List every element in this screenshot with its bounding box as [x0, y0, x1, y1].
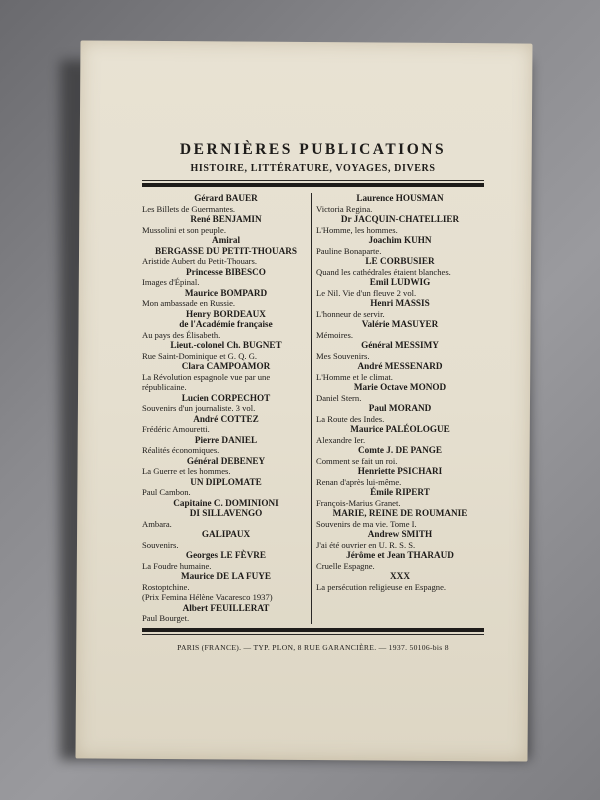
author-name: Comte J. DE PANGE — [357, 445, 443, 455]
author-name: Maurice PALÉOLOGUE — [350, 424, 450, 434]
book-entry — [316, 424, 484, 445]
author-name: Dr JACQUIN-CHATELLIER — [340, 214, 460, 224]
book-title: Paul Bourget. — [142, 613, 190, 624]
book-title: Quand les cathédrales étaient blanches. — [316, 266, 451, 277]
author-name: Marie Octave MONOD — [353, 382, 447, 392]
author-name: Clara CAMPOAMOR — [181, 361, 271, 372]
author-name: MARIE, REINE DE ROUMANIE — [332, 508, 468, 518]
book-entry — [316, 235, 484, 256]
book-entry — [316, 571, 484, 592]
author-name: Maurice DE LA FUYE — [180, 571, 272, 582]
book-entry — [142, 550, 310, 571]
book-entry — [316, 298, 484, 319]
left-column — [142, 193, 311, 624]
book-entry — [142, 340, 310, 361]
book-title: Le Nil. Vie d'un fleuve 2 vol. — [316, 287, 417, 298]
author-name: Maurice BOMPARD — [184, 287, 268, 298]
book-entry — [142, 214, 310, 235]
book-title: L'Homme et le climat. — [316, 371, 393, 382]
book-title: Pauline Bonaparte. — [316, 245, 382, 256]
author-name: Henri MASSIS — [370, 298, 430, 308]
book-title: Souvenirs. — [142, 539, 179, 550]
author-name: Général DEBENEY — [186, 455, 266, 466]
book-title: Réalités économiques. — [142, 445, 220, 456]
author-name: Albert FEUILLERAT — [182, 602, 270, 613]
book-entry — [316, 382, 484, 403]
author-name: André COTTEZ — [193, 413, 259, 424]
author-name: Joachim KUHN — [368, 235, 432, 245]
book-title: L'honneur de servir. — [316, 308, 385, 319]
book-title: François-Marius Granet. — [316, 497, 401, 508]
book-entry — [316, 403, 484, 424]
author-name: LE CORBUSIER — [365, 256, 435, 266]
book-title: Mon ambassade en Russie. — [142, 298, 236, 309]
book-entry — [142, 498, 310, 530]
book-entry — [316, 361, 484, 382]
book-title: L'Homme, les hommes. — [316, 224, 398, 235]
book-title: La Révolution espagnole vue par une républicaine. — [142, 371, 271, 393]
author-name: Gérard BAUER — [194, 193, 258, 203]
author-name: Amiral BERGASSE DU PETIT-THOUARS — [154, 235, 298, 256]
book-entry — [316, 214, 484, 235]
book-entry — [142, 529, 310, 550]
author-name: Henry BORDEAUX de l'Académie française — [179, 308, 273, 330]
book-title: Frédéric Amouretti. — [142, 424, 210, 435]
book-entry — [142, 435, 310, 456]
book-entry — [142, 393, 310, 414]
book-entry — [142, 267, 310, 288]
book-title: Paul Cambon. — [142, 487, 191, 498]
footer-rule-thin — [142, 634, 484, 635]
author-name: Henriette PSICHARI — [357, 466, 443, 476]
book-title: Aristide Aubert du Petit-Thouars. — [142, 256, 258, 267]
book-entry — [142, 193, 310, 214]
book-entry — [142, 288, 310, 309]
book-title: Mémoires. — [316, 329, 353, 340]
book-entry — [142, 603, 310, 624]
book-entry — [142, 235, 310, 267]
author-name: Emil LUDWIG — [369, 277, 431, 287]
book-title: La persécution religieuse en Espagne. — [316, 581, 447, 592]
header-rule-thick — [142, 183, 484, 187]
book-entry — [316, 340, 484, 361]
book-title: Comment se fait un roi. — [316, 455, 398, 466]
author-name: André MESSENARD — [357, 361, 443, 371]
book-title: Mussolini et son peuple. — [142, 224, 227, 235]
author-name: Lucien CORPECHOT — [181, 392, 271, 403]
book-title: Victoria Regina. — [316, 203, 373, 214]
author-name: Princesse BIBESCO — [186, 266, 266, 277]
book-entry — [142, 414, 310, 435]
author-name: Général MESSIMY — [361, 340, 439, 350]
book-entry — [142, 456, 310, 477]
book-title: Rostoptchine. (Prix Femina Hélène Vacaresco 1937) — [142, 581, 273, 603]
page-title: DERNIÈRES PUBLICATIONS — [179, 141, 447, 158]
book-title: Au pays des Élisabeth. — [142, 329, 221, 340]
book-entry — [142, 361, 310, 392]
book-title: Renan d'après lui-même. — [316, 476, 402, 487]
author-name: Capitaine C. DOMINIONI DI SILLAVENGO — [173, 497, 279, 519]
book-entry — [142, 477, 310, 498]
book-entry — [316, 550, 484, 571]
book-title: Images d'Épinal. — [142, 277, 200, 288]
header-rule-thin — [142, 180, 484, 181]
author-name: Georges LE FÈVRE — [185, 550, 267, 561]
book-title: J'ai été ouvrier en U. R. S. S. — [316, 539, 416, 550]
book-title: Cruelle Espagne. — [316, 560, 375, 571]
book-title: Les Billets de Guermantes. — [142, 203, 236, 214]
printer-imprint: PARIS (FRANCE). — TYP. PLON, 8 RUE GARANCIÈRE. — 1937. 50106-bis 8 — [177, 642, 449, 652]
book-title: Souvenirs de ma vie. Tome I. — [316, 518, 417, 529]
book-title: Alexandre Ier. — [316, 434, 366, 445]
book-title: La Guerre et les hommes. — [142, 466, 231, 477]
right-column — [311, 193, 484, 624]
author-name: Paul MORAND — [368, 403, 432, 413]
book-entry — [316, 193, 484, 214]
book-entry — [316, 445, 484, 466]
book-entry — [316, 466, 484, 487]
footer-rule-thick — [142, 628, 484, 632]
author-name: René BENJAMIN — [190, 214, 262, 224]
author-name: GALIPAUX — [201, 529, 251, 540]
two-columns — [142, 193, 484, 624]
book-entry — [316, 487, 484, 508]
page-subtitle: HISTOIRE, LITTÉRATURE, VOYAGES, DIVERS — [190, 163, 436, 174]
book-entry — [316, 319, 484, 340]
book-entry — [316, 508, 484, 529]
book-title: La Foudre humaine. — [142, 560, 212, 571]
book-title: La Route des Indes. — [316, 413, 385, 424]
book-title: Ambara. — [142, 518, 172, 529]
author-name: Lieut.-colonel Ch. BUGNET — [170, 340, 282, 351]
book-entry — [142, 571, 310, 602]
book-entry — [316, 529, 484, 550]
book-entry — [316, 256, 484, 277]
book-title: Souvenirs d'un journaliste. 3 vol. — [142, 403, 256, 414]
book-title: Rue Saint-Dominique et G. Q. G. — [142, 350, 258, 361]
author-name: Laurence HOUSMAN — [356, 193, 444, 203]
author-name: Pierre DANIEL — [194, 434, 258, 445]
book-entry — [142, 309, 310, 341]
author-name: Valérie MASUYER — [361, 319, 439, 329]
author-name: Émile RIPERT — [370, 487, 430, 497]
author-name: Andrew SMITH — [367, 529, 433, 539]
book-entry — [316, 277, 484, 298]
book-title: Mes Souvenirs. — [316, 350, 370, 361]
publication-list — [142, 140, 484, 652]
author-name: Jérôme et Jean THARAUD — [346, 550, 454, 560]
author-name: UN DIPLOMATE — [190, 476, 262, 487]
book-title: Daniel Stern. — [316, 392, 362, 403]
author-name: XXX — [390, 571, 410, 581]
